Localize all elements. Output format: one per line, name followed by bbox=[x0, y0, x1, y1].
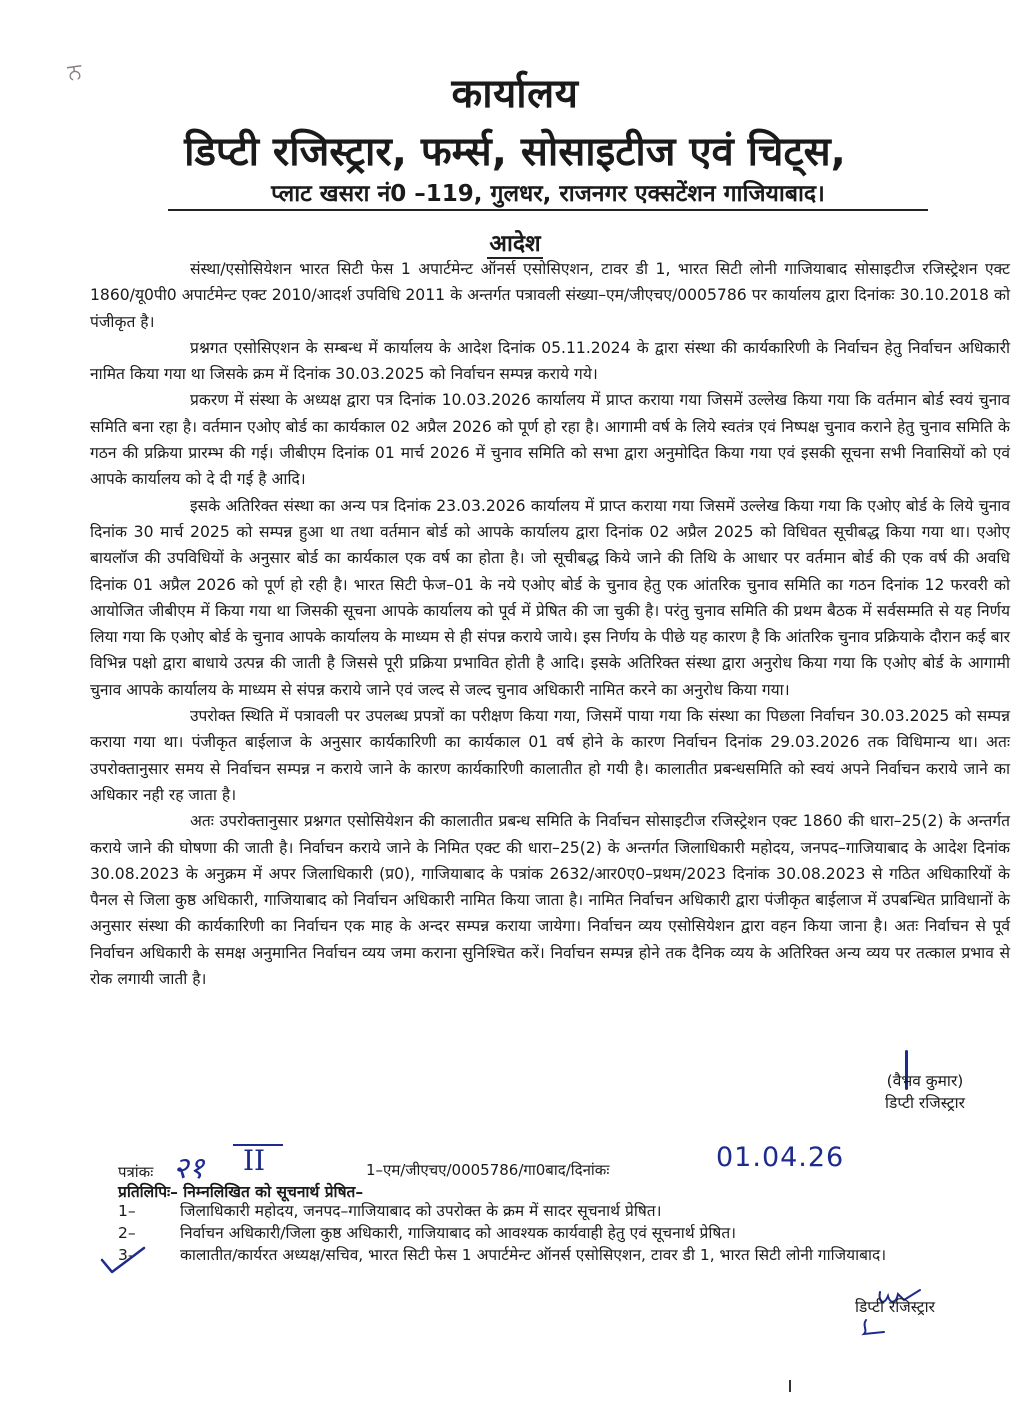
paragraph-president-letter: प्रकरण में संस्था के अध्यक्ष द्वारा पत्र दिनांक 10.03.2026 कार्यालय में प्राप्त कराया गया जिसमें उल्लेख किया गया कि वर्तमान बोर्ड स्वयं चुनाव समिति बना रहा है। वर्तमान एओए बोर्ड का कार्यकाल 02 अप्रैल 2026 को पूर्ण हो रहा है। आगामी वर्ष के लिये स्वतंत्र एवं निष्पक्ष चुनाव कराने हेतु चुनाव समिति के गठन की प्रक्रिया प्रारम्भ की गई। जीबीएम दिनांक 01 मार्च 2026 में चुनाव समिति को सभा द्वारा अनुमोदित किया गया एवं इसकी सूचना सभी निवासियों को एवं आपके कार्यालय को दे दी गई है आदि। bbox=[90, 391, 1010, 489]
bottom-signatory-designation: डिप्टी रजिस्ट्रार bbox=[855, 1298, 935, 1316]
paragraph-additional-letter: इसके अतिरिक्त संस्था का अन्य पत्र दिनांक 23.03.2026 कार्यालय में प्राप्त कराया गया जिसमें उल्लेख किया गया कि एओए बोर्ड के लिये चुनाव दिनांक 30 मार्च 2025 को सम्पन्न हुआ था तथा वर्तमान बोर्ड को आपके कार्यालय द्वारा दिनांक 02 अप्रैल 2025 को विधिवत सूचीबद्ध किया गया था। एओए बायलॉज की उपविधियों के अनुसार बोर्ड का कार्यकाल एक वर्ष का होता है। जो सूचीबद्ध किये जाने की तिथि के आधार पर वर्तमान बोर्ड की एक वर्ष की अवधि दिनांक 01 अप्रैल 2026 को पूर्ण हो रही है। भारत सिटी फेज–01 के नये एओए बोर्ड के चुनाव हेतु एक आंतरिक चुनाव समिति का गठन दिनांक 12 फरवरी को आयोजित जीबीएम में किया गया था जिसकी सूचना आपके कार्यालय को पूर्व में प्रेषित की जा चुकी है। परंतु चुनाव समिति की प्रथम बैठक में सर्वसम्मति से यह निर्णय लिया गया कि एओए बोर्ड के चुनाव आपके कार्यालय के माध्यम से ही संपन्न कराये जाये। इस निर्णय के पीछे यह कारण है कि आंतरिक चुनाव प्रक्रियाके दौरान कई बार विभिन्न पक्षो द्वारा बाधाये उत्पन्न की जाती है जिससे पूरी प्रक्रिया प्रभावित होती है आदि। इसके अतिरिक्त संस्था द्वारा अनुरोध किया गया कि एओए बोर्ड के आगामी चुनाव आपके कार्यालय के माध्यम से संपन्न कराये जाने एवं जल्द से जल्द चुनाव अधिकारी नामित करने का अनुरोध किया गया। bbox=[90, 496, 1010, 699]
copy-to-item-text: कालातीत/कार्यरत अध्यक्ष/सचिव, भारत सिटी फेस 1 अपार्टमेन्ट ऑनर्स एसोसिएशन, टावर डी 1, भारत सिटी लोनी गाजियाबाद। bbox=[180, 1246, 887, 1264]
signature-block bbox=[845, 1070, 1005, 1114]
order-body bbox=[90, 256, 1010, 992]
signatory-designation: डिप्टी रजिस्ट्रार bbox=[885, 1094, 965, 1112]
copy-to-item-number: 3– bbox=[118, 1246, 136, 1264]
handwritten-reference-number: २१ bbox=[173, 1151, 205, 1186]
office-address: प्लाट खसरा नं0 –119, गुलधर, राजनगर एक्सटेंशन गाजियाबाद। bbox=[168, 176, 928, 211]
copy-to-item bbox=[118, 1222, 1008, 1244]
handwritten-tick-icon bbox=[98, 1244, 148, 1276]
handwritten-reference-suffix: II bbox=[233, 1144, 283, 1176]
handwritten-date: 01.04.26 bbox=[716, 1142, 845, 1173]
copy-to-item-text: निर्वाचन अधिकारी/जिला कुष्ठ अधिकारी, गाजियाबाद को आवश्यक कार्यवाही हेतु एवं सूचनार्थ प्रेषित। bbox=[180, 1224, 737, 1242]
copy-to-list bbox=[118, 1200, 1008, 1266]
signatory-name: (वैभव कुमार) bbox=[886, 1072, 964, 1090]
copy-to-item-text: जिलाधिकारी महोदय, जनपद–गाजियाबाद को उपरोक्त के क्रम में सादर सूचनार्थ प्रेषित। bbox=[180, 1202, 662, 1220]
corner-handwritten-mark: ਨ bbox=[66, 59, 84, 86]
paragraph-previous-election: प्रश्नगत एसोसिएशन के सम्बन्ध में कार्यालय के आदेश दिनांक 05.11.2024 के द्वारा संस्था की कार्यकारिणी के निर्वाचन हेतु निर्वाचन अधिकारी नामित किया गया था जिसके क्रम में दिनांक 30.03.2025 को निर्वाचन सम्पन्न कराये गये। bbox=[90, 338, 1011, 384]
order-title-text: आदेश bbox=[489, 231, 541, 257]
stray-ink-mark bbox=[789, 1380, 791, 1392]
reference-label: पत्रांकः bbox=[118, 1163, 154, 1181]
copy-to-item bbox=[118, 1200, 1008, 1222]
department-heading: डिप्टी रजिस्ट्रार, फर्म्स, सोसाइटीज एवं चिट्स, bbox=[184, 129, 846, 175]
copy-to-heading: प्रतिलिपिः– निम्नलिखित को सूचनार्थ प्रेषित– bbox=[118, 1183, 364, 1201]
file-number: 1–एम/जीएचए/0005786/गा0बाद/दिनांकः bbox=[366, 1161, 610, 1179]
paragraph-registration: संस्था/एसोसियेशन भारत सिटी फेस 1 अपार्टमेन्ट ऑनर्स एसोसिएशन, टावर डी 1, भारत सिटी लोनी गाजियाबाद सोसाइटीज रजिस्ट्रेशन एक्ट 1860/यू0पी0 अपार्टमेन्ट एक्ट 2010/आदर्श उपविधि 2011 के अन्तर्गत पत्रावली संख्या–एम/जीएचए/0005786 पर कार्यालय द्वारा दिनांकः 30.10.2018 को पंजीकृत है। bbox=[90, 260, 1010, 331]
order-title bbox=[0, 226, 1030, 258]
paragraph-declaration: अतः उपरोक्तानुसार प्रश्नगत एसोसियेशन की कालातीत प्रबन्ध समिति के निर्वाचन सोसाइटीज रजिस्ट्रेशन एक्ट 1860 की धारा–25(2) के अन्तर्गत कराये जाने की घोषणा की जाती है। निर्वाचन कराये जाने के निमित एक्ट की धारा–25(2) के अन्तर्गत जिलाधिकारी महोदय, जनपद–गाजियाबाद के आदेश दिनांक 30.08.2023 के अनुक्रम में अपर जिलाधिकारी (प्र0), गाजियाबाद के पत्रांक 2632/आर0ए0–प्रथम/2023 दिनांक 30.08.2023 से गठित अधिकारियों के पैनल से जिला कुष्ठ अधिकारी, गाजियाबाद को निर्वाचन अधिकारी नामित किया जाता है। नामित निर्वाचन अधिकारी द्वारा पंजीकृत बाईलाज में उपबन्धित प्राविधानों के अनुसार संस्था की कार्यकारिणी का निर्वाचन एक माह के अन्दर सम्पन्न कराया जायेगा। निर्वाचन व्यय एसोसियेशन द्वारा वहन किया जाना है। अतः निर्वाचन से पूर्व निर्वाचन अधिकारी के समक्ष अनुमानित निर्वाचन व्यय जमा कराना सुनिश्चित करें। निर्वाचन सम्पन्न होने तक दैनिक व्यय के अतिरिक्त अन्य व्यय पर तत्काल प्रभाव से रोक लगायी जाती है। bbox=[90, 812, 1010, 989]
copy-to-item-number: 2– bbox=[118, 1224, 136, 1242]
paragraph-examination: उपरोक्त स्थिति में पत्रावली पर उपलब्ध प्रपत्रों का परीक्षण किया गया, जिसमें पाया गया कि संस्था का पिछला निर्वाचन 30.03.2025 को सम्पन्न कराया गया था। पंजीकृत बाईलाज के अनुसार कार्यकारिणी का कार्यकाल 01 वर्ष होने के कारण निर्वाचन दिनांक 29.03.2026 तक विधिमान्य था। अतः उपरोक्तानुसार समय से निर्वाचन सम्पन्न न कराये जाने के कारण कार्यकारिणी कालातीत हो गयी है। कालातीत प्रबन्धसमिति को स्वयं अपने निर्वाचन कराये जाने का अधिकार नही रह जाता है। bbox=[90, 707, 1010, 804]
office-heading: कार्यालय bbox=[451, 71, 579, 117]
copy-to-item-number: 1– bbox=[118, 1202, 136, 1220]
copy-to-item bbox=[118, 1244, 1008, 1266]
